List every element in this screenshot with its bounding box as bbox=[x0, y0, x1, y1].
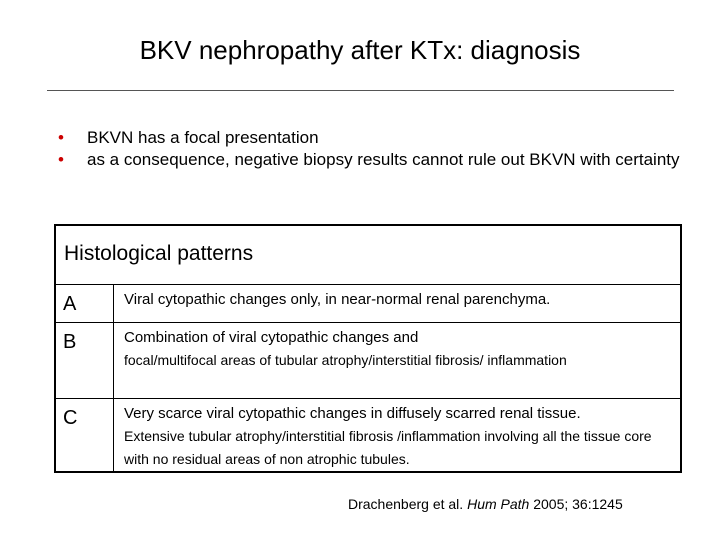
pattern-description-b bbox=[124, 326, 676, 372]
histological-patterns-table bbox=[54, 224, 682, 473]
column-divider bbox=[113, 284, 114, 471]
table-header bbox=[56, 226, 680, 285]
description-line: Viral cytopathic changes only, in near-normal renal parenchyma. bbox=[124, 291, 551, 308]
pattern-letter-c: C bbox=[63, 407, 78, 429]
description-line: Extensive tubular atrophy/interstitial fibrosis /inflammation involving all the tissue core with no residual areas of non atrophic tubules. bbox=[124, 428, 652, 467]
bullet-dot-icon: • bbox=[58, 150, 64, 169]
bullet-item bbox=[58, 149, 688, 171]
slide-title: BKV nephropathy after KTx: diagnosis bbox=[139, 35, 581, 65]
citation-authors: Drachenberg et al. bbox=[348, 496, 464, 512]
description-line: Combination of viral cytopathic changes and bbox=[124, 329, 419, 346]
citation-journal: Hum Path bbox=[467, 496, 530, 512]
bullet-dot-icon: • bbox=[58, 128, 64, 147]
bullet-item bbox=[58, 127, 688, 149]
bullet-text: as a consequence, negative biopsy results cannot rule out BKVN with certainty bbox=[87, 150, 680, 169]
pattern-description-c bbox=[124, 402, 676, 471]
title-divider bbox=[47, 90, 674, 91]
table-title: Histological patterns bbox=[64, 242, 254, 265]
pattern-letter-a: A bbox=[63, 293, 77, 315]
description-line: focal/multifocal areas of tubular atrophy/interstitial fibrosis/ inflammation bbox=[124, 352, 567, 368]
citation bbox=[348, 495, 623, 513]
pattern-letter-b: B bbox=[63, 331, 77, 353]
row-divider bbox=[56, 322, 680, 323]
row-divider bbox=[56, 398, 680, 399]
pattern-description-a bbox=[124, 288, 676, 311]
description-line: Very scarce viral cytopathic changes in diffusely scarred renal tissue. bbox=[124, 405, 581, 422]
bullet-list bbox=[58, 127, 688, 171]
bullet-text: BKVN has a focal presentation bbox=[87, 128, 319, 147]
citation-details: 2005; 36:1245 bbox=[533, 496, 623, 512]
